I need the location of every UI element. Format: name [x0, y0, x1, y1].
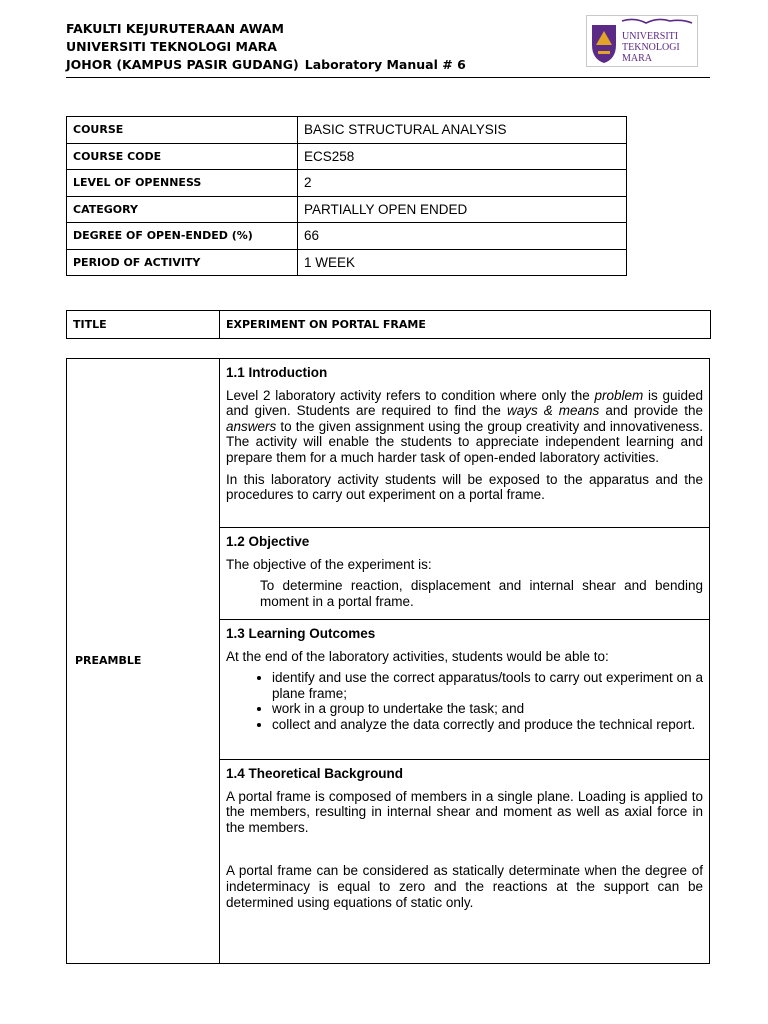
field-label: CATEGORY	[67, 196, 298, 223]
field-value: ECS258	[298, 143, 627, 170]
intro-paragraph-1	[226, 388, 703, 466]
emphasis-problem: problem	[594, 387, 644, 403]
logo-word-2: TEKNOLOGI	[622, 42, 680, 53]
campus-name: JOHOR (KAMPUS PASIR GUDANG)	[66, 57, 299, 72]
uitm-logo	[586, 15, 698, 67]
field-label: COURSE CODE	[67, 143, 298, 170]
campus-line	[66, 56, 466, 74]
emphasis-ways: ways & means	[506, 403, 600, 419]
learning-outcomes-section	[220, 619, 709, 759]
table-row	[67, 143, 627, 170]
field-value: 66	[298, 223, 627, 250]
faculty-name: FAKULTI KEJURUTERAAN AWAM	[66, 21, 284, 36]
objective-paragraph-2: To determine reaction, displacement and internal shear and bending moment in a portal frame.	[260, 578, 703, 609]
section-heading: 1.1 Introduction	[226, 365, 328, 380]
theory-paragraph-2: A portal frame can be considered as statically determinate when the degree of indeterminacy is equal to zero and the reactions at the support can be determined using equations of static only.	[226, 863, 703, 910]
text-run: Level 2 laboratory activity refers to condition where only the	[226, 387, 595, 403]
list-item: • work in a group to undertake the task; and	[272, 701, 703, 717]
header-divider	[66, 77, 710, 78]
list-item: • collect and analyze the data correctly and produce the technical report.	[272, 717, 703, 733]
preamble-label: PREAMBLE	[75, 654, 142, 667]
outcomes-paragraph: At the end of the laboratory activities, students would be able to:	[226, 648, 609, 664]
course-info-table	[66, 116, 627, 276]
university-name: UNIVERSITI TEKNOLOGI MARA	[66, 39, 277, 54]
preamble-table	[66, 358, 710, 964]
objective-paragraph-1: The objective of the experiment is:	[226, 556, 432, 572]
field-label: DEGREE OF OPEN-ENDED (%)	[67, 223, 298, 250]
page-header	[66, 20, 466, 74]
table-row	[67, 223, 627, 250]
title-label: TITLE	[67, 311, 220, 339]
title-value: EXPERIMENT ON PORTAL FRAME	[220, 311, 711, 339]
list-item: • identify and use the correct apparatus/tools to carry out experiment on a plane frame;	[272, 670, 703, 701]
field-label: COURSE	[67, 117, 298, 144]
theoretical-background-section	[220, 759, 709, 964]
field-value: 2	[298, 170, 627, 197]
logo-word-1: UNIVERSITI	[622, 31, 679, 42]
manual-number: Laboratory Manual # 6	[304, 57, 466, 72]
table-row	[67, 249, 627, 276]
section-heading: 1.3 Learning Outcomes	[226, 626, 376, 641]
table-row	[67, 196, 627, 223]
field-value: 1 WEEK	[298, 249, 627, 276]
field-value: BASIC STRUCTURAL ANALYSIS	[298, 117, 627, 144]
intro-paragraph-2: In this laboratory activity students will be exposed to the apparatus and the procedures to carry out experiment on a portal frame.	[226, 471, 703, 503]
introduction-section	[220, 359, 709, 527]
theory-paragraph-1: A portal frame is composed of members in a single plane. Loading is applied to the members, resulting in internal shear and moment as well as axial force in the members.	[226, 788, 703, 835]
title-table	[66, 310, 711, 339]
text-run: to the given assignment using the group creativity and innovativeness. The activity will enable the students to appreciate independent learning and prepare them for a much harder task of open-ended laboratory activities.	[226, 418, 703, 465]
table-row	[67, 311, 711, 339]
field-label: LEVEL OF OPENNESS	[67, 170, 298, 197]
section-heading: 1.2 Objective	[226, 534, 310, 549]
table-row	[67, 117, 627, 144]
table-row	[67, 170, 627, 197]
text-run: and provide the	[599, 403, 703, 419]
outcomes-list	[226, 670, 703, 732]
section-heading: 1.4 Theoretical Background	[226, 766, 404, 781]
objective-section	[220, 527, 709, 619]
field-value: PARTIALLY OPEN ENDED	[298, 196, 627, 223]
field-label: PERIOD OF ACTIVITY	[67, 249, 298, 276]
text-run: is guided and given. Students are required to find the	[226, 387, 703, 419]
logo-word-3: MARA	[622, 53, 653, 64]
emphasis-answers: answers	[226, 418, 277, 434]
